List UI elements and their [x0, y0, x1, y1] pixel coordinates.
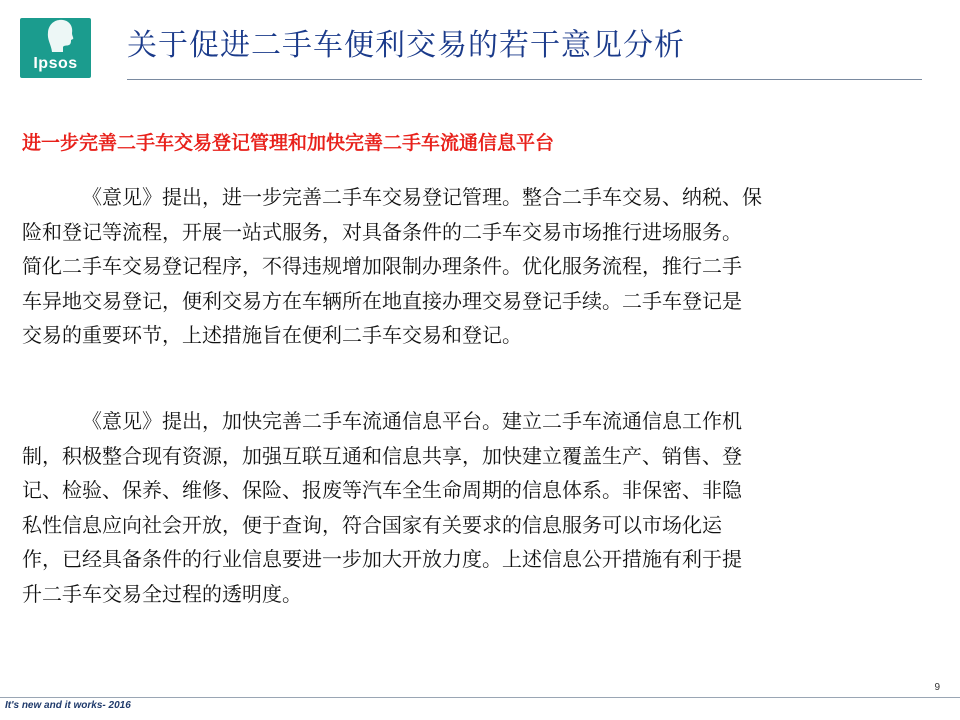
paragraph-line: 交易的重要环节，上述措施旨在便利二手车交易和登记。: [22, 323, 522, 347]
paragraph-line: 制，积极整合现有资源，加强互联互通和信息共享，加快建立覆盖生产、销售、登: [22, 443, 742, 468]
paragraph-line: 简化二手车交易登记程序，不得违规增加限制办理条件。优化服务流程，推行二手: [22, 254, 742, 278]
paragraph-line: 《意见》提出，进一步完善二手车交易登记管理。整合二手车交易、纳税、保: [82, 185, 762, 209]
logo-text: Ipsos: [33, 55, 78, 72]
paragraph-2: [22, 404, 942, 611]
ipsos-logo: [20, 18, 91, 78]
page-title: 关于促进二手车便利交易的若干意见分析: [127, 28, 685, 63]
title-divider: [127, 79, 922, 80]
footer-divider: [0, 697, 960, 698]
page-number: 9: [934, 682, 940, 693]
paragraph-line: 私性信息应向社会开放，便于查询，符合国家有关要求的信息服务可以市场化运: [22, 512, 722, 537]
paragraph-line: 升二手车交易全过程的透明度。: [22, 581, 302, 606]
head-silhouette-icon: [42, 18, 76, 52]
paragraph-line: 记、检验、保养、维修、保险、报废等汽车全生命周期的信息体系。非保密、非隐: [22, 478, 742, 502]
footer-tagline: It's new and it works- 2016: [5, 700, 131, 711]
paragraph-line: 作，已经具备条件的行业信息要进一步加大开放力度。上述信息公开措施有利于提: [22, 547, 742, 571]
paragraph-1: [22, 180, 942, 353]
paragraph-line: 险和登记等流程，开展一站式服务，对具备条件的二手车交易市场推行进场服务。: [22, 219, 742, 244]
paragraph-line: 车异地交易登记，便利交易方在车辆所在地直接办理交易登记手续。二手车登记是: [22, 288, 742, 313]
paragraph-line: 《意见》提出，加快完善二手车流通信息平台。建立二手车流通信息工作机: [82, 409, 742, 433]
section-heading: 进一步完善二手车交易登记管理和加快完善二手车流通信息平台: [22, 132, 555, 154]
